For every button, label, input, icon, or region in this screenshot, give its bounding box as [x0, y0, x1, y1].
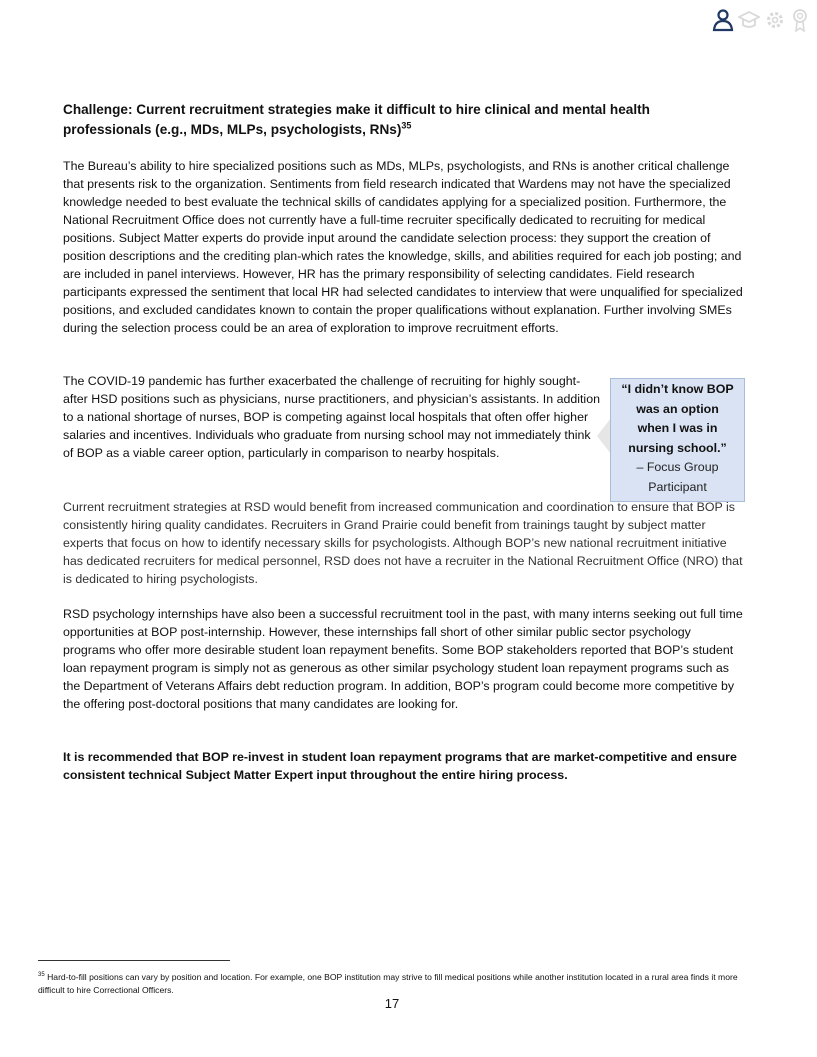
footnote-number: 35 [38, 972, 45, 978]
gear-icon [764, 8, 786, 32]
header-icon-bar [712, 8, 812, 32]
page-number: 17 [384, 996, 400, 1011]
heading-footnote-ref[interactable]: 35 [401, 120, 412, 131]
paragraph-covid-challenge: The COVID-19 pandemic has further exacerbated the challenge of recruiting for highly sought-after HSD positions such as physicians, nurse practitioners, and physician’s assistants. In addition to a national shortage of nurses, BOP is competing against local hospitals that often offer higher salaries and incentives. Individuals who graduate from nursing school may not immediately think of BOP as a viable career option, particularly in comparison to nearby hospitals. [63, 374, 600, 460]
quote-callout [610, 378, 745, 502]
user-icon [712, 8, 734, 32]
award-icon [790, 8, 810, 32]
callout-pointer [597, 418, 611, 454]
graduation-cap-icon [738, 8, 760, 32]
callout-attribution: – Focus Group Participant [636, 460, 719, 494]
recommendation: It is recommended that BOP re-invest in student loan repayment programs that are market-competitive and ensure consistent technical Subject Matter Expert input throughout the entire hiring process. [63, 750, 737, 782]
section-heading [63, 100, 723, 140]
footnote-divider [38, 960, 230, 961]
footnote-text: Hard-to-fill positions can vary by position and location. For example, one BOP institution may strive to fill medical positions while another institution located in a rural area finds it more difficult to hire Correctional Officers. [38, 971, 738, 995]
paragraph-hiring-challenge: The Bureau’s ability to hire specialized positions such as MDs, MLPs, psychologists, and RNs is another critical challenge that presents risk to the organization. Sentiments from field research indicated that Wardens may not have the specialized knowledge needed to best evaluate the technical skills of candidates applying for a specialized position. Furthermore, the National Recruitment Office does not currently have a full-time recruiter specifically dedicated to recruiting for medical positions. Subject Matter experts do provide input around the candidate selection process: they support the creation of position descriptions and the crediting plan-which rates the knowledge, skills, and abilities required for each job posting; and are included in panel interviews. However, HR has the primary responsibility of selecting candidates. Field research participants expressed the sentiment that local HR had selected candidates to interview that were unqualified for specialized positions, and excluded candidates known to contain the proper qualifications without explanation. Further involving SMEs during the selection process could be an area of exploration to improve recruitment efforts. [63, 159, 743, 335]
footnote [38, 969, 758, 997]
paragraph-rsd-strategies: Current recruitment strategies at RSD would benefit from increased communication and coordination to ensure that BOP is consistently hiring quality candidates. Recruiters in Grand Prairie could benefit from trainings taught by subject matter experts that focus on how to identify necessary skills for psychologists. Although BOP’s new national recruitment initiative has dedicated recruiters for medical personnel, RSD does not have a recruiter in the National Recruitment Office (NRO) that is dedicated to hiring psychologists. [63, 500, 743, 586]
section-heading-text: Challenge: Current recruitment strategies make it difficult to hire clinical and mental health professionals (e.g., MDs, MLPs, psychologists, RNs) [63, 102, 650, 137]
callout-quote: “I didn’t know BOP was an option when I was in nursing school.” [621, 382, 734, 455]
paragraph-internships: RSD psychology internships have also been a successful recruitment tool in the past, with many interns seeking out full time opportunities at BOP post-internship. However, these internships fall short of other similar public sector psychology programs who offer more desirable student loan repayment benefits. Some BOP stakeholders reported that BOP’s student loan repayment program is simply not as generous as other similar psychology student loan repayment programs such as the Department of Veterans Affairs debt reduction program. In addition, BOP’s program could become more competitive by the offering post-doctoral positions that many candidates are looking for. [63, 607, 743, 711]
